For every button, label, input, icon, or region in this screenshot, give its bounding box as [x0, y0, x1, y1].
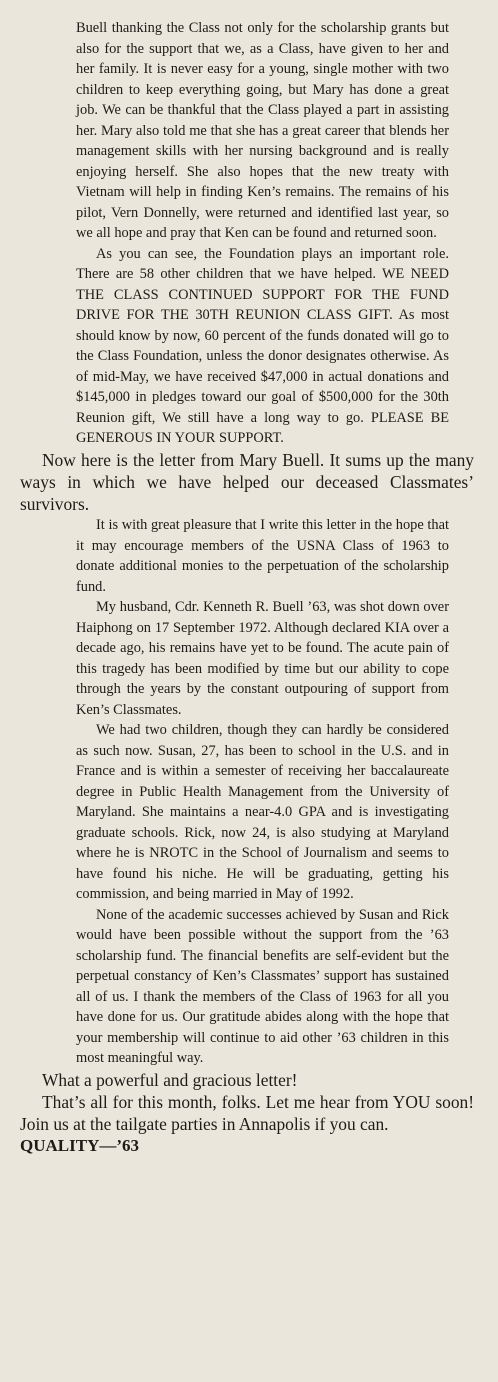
paragraph-reaction: What a powerful and gracious letter! [42, 1069, 298, 1090]
paragraph-letter-intro: Now here is the letter from Mary Buell. It sums up the many ways in which we have helped our deceased Classmates’ survivors. [20, 449, 474, 514]
paragraph-foundation-role: As you can see, the Foundation plays an important role. There are 58 other children that we have helped. WE NEED THE CLASS CONTINUED SUPPORT FOR THE FUND DRIVE FOR THE 30TH REUNION CLASS GIFT. As most should know by now, 60 percent of the funds donated will go to the Class Foundation, unless the donor designates otherwise. As of mid-May, we have received $47,000 in actual donations and $145,000 in pledges toward our goal of $500,000 for the 30th Reunion gift, We still have a long way to go. PLEASE BE GENEROUS IN YOUR SUPPORT. [76, 245, 449, 446]
paragraph-closing: That’s all for this month, folks. Let me hear from YOU soon! Join us at the tailgate parties in Annapolis if you can. [20, 1091, 474, 1135]
sign-off: QUALITY—’63 [20, 1136, 140, 1156]
letter-paragraph-3: We had two children, though they can hardly be considered as such now. Susan, 27, has been to school in the U.S. and in France and is within a semester of receiving her baccalaureate degree in Public Health Management from the University of Maryland. She maintains a near-4.0 GPA and is investigating graduate schools. Rick, now 24, is also studying at Maryland where he is NROTC in the School of Journalism and seems to have found his niche. He will be graduating, getting his commission, and being married in May of 1992. [76, 722, 449, 903]
letter-paragraph-4: None of the academic successes achieved by Susan and Rick would have been possible without the support from the ’63 scholarship fund. The financial benefits are self-evident but the perpetual constancy of Ken’s Classmates’ support has sustained all of us. I thank the members of the Class of 1963 for all you have done for us. Our gratitude abides along with the hope that your membership will continue to aid other ’63 children in this most meaningful way. [76, 906, 449, 1067]
letter-paragraph-2: My husband, Cdr. Kenneth R. Buell ’63, was shot down over Haiphong on 17 September 1972. Although declared KIA over a decade ago, his remains have yet to be found. The acute pain of this tragedy has been modified by time but our ability to cope through the years by the constant outpouring of support from Ken’s Classmates. [76, 599, 449, 718]
letter-paragraph-1: It is with great pleasure that I write this letter in the hope that it may encourage members of the USNA Class of 1963 to donate additional monies to the perpetuation of the scholarship fund. [76, 517, 449, 595]
paragraph-buell-thanks: Buell thanking the Class not only for the scholarship grants but also for the support that we, as a Class, have given to her and her family. It is never easy for a young, single mother with two children to keep everything going, but Mary has done a great job. We can be thankful that the Class played a part in assisting her. Mary also told me that she has a great career that blends her management skills with her nursing background and is really enjoying herself. She also hopes that the new treaty with Vietnam will help in finding Ken’s remains. The remains of his pilot, Vern Donnelly, were returned and identified last year, so we all hope and pray that Ken can be found and returned soon. [76, 20, 449, 241]
quoted-letter [18, 515, 474, 1069]
